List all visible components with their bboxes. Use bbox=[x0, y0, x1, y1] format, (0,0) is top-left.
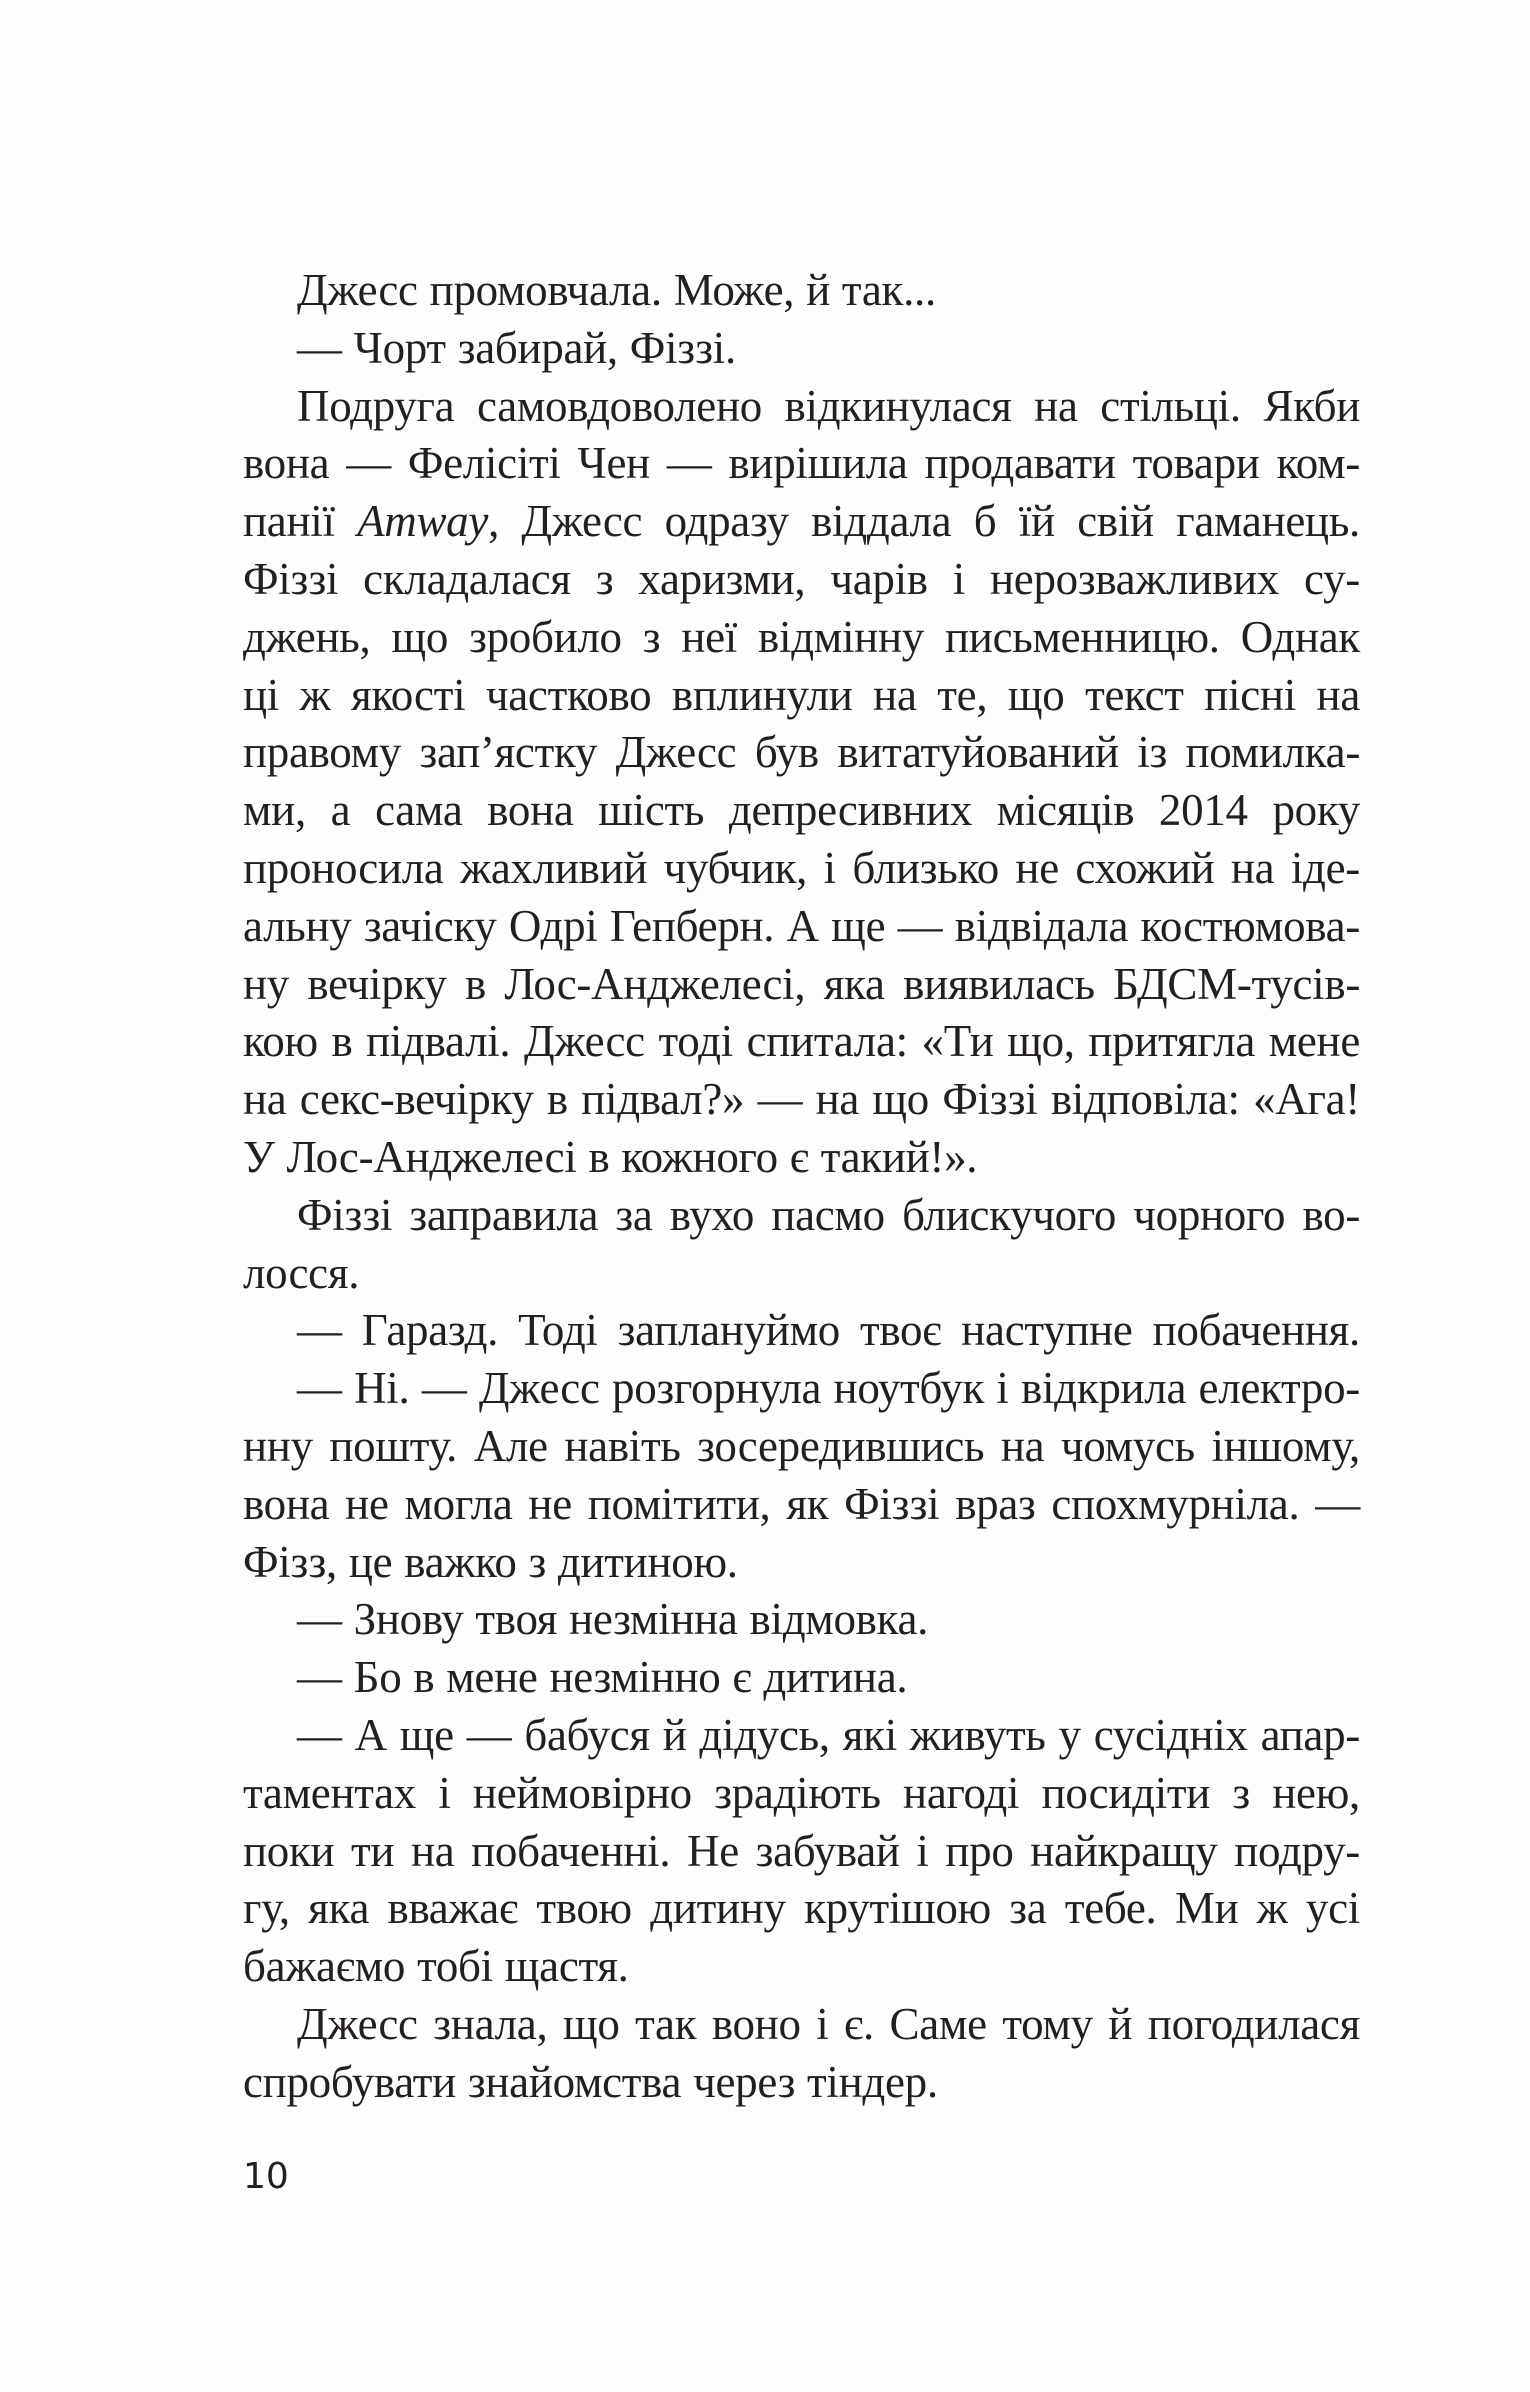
text-line: У Лос-Анджелесі в кожного є такий!». bbox=[243, 1131, 978, 1182]
text-line: Джесс промовчала. Може, й так... bbox=[297, 265, 936, 315]
text-line: спробувати знайомства через тіндер. bbox=[243, 2056, 938, 2107]
page-number: 10 bbox=[243, 2156, 289, 2197]
text-line: — Знову твоя незмінна відмовка. bbox=[297, 1594, 929, 1645]
text-line: — А ще — бабуся й дідусь, які живуть у сусідніх апар- bbox=[297, 1709, 1360, 1760]
text-line: Подруга самовдоволено відкинулася на стільці. Якби bbox=[297, 380, 1360, 431]
text-line: альну зачіску Одрі Гепберн. А ще — відвідала костюмова- bbox=[243, 900, 1360, 951]
text-line: ми, а сама вона шість депресивних місяців 2014 року bbox=[243, 785, 1360, 836]
text-line: на секс-вечірку в підвал?» — на що Фіззі відповіла: «Ага! bbox=[243, 1074, 1360, 1125]
text-fragment: , Джесс одразу віддала б їй свій гаманець. bbox=[488, 496, 1361, 547]
text-line bbox=[243, 493, 1360, 551]
text-line: лосся. bbox=[243, 1247, 360, 1298]
text-line: вона не могла не помітити, як Фіззі враз спохмурніла. — bbox=[243, 1478, 1360, 1529]
text-line: Фіззі складалася з харизми, чарів і нерозважливих су- bbox=[243, 553, 1360, 604]
text-fragment: панії bbox=[243, 496, 358, 547]
text-line: кою в підвалі. Джесс тоді спитала: «Ти що, притягла мене bbox=[243, 1016, 1360, 1067]
text-line: Фіззі заправила за вухо пасмо блискучого чорного во- bbox=[297, 1189, 1360, 1240]
page-body-text bbox=[243, 262, 1360, 2112]
text-line: Фізз, це важко з дитиною. bbox=[243, 1536, 738, 1587]
text-line: — Ні. — Джесс розгорнула ноутбук і відкрила електро- bbox=[297, 1363, 1360, 1414]
brand-name-italic: Amway bbox=[357, 496, 489, 547]
text-line: ці ж якості частково вплинули на те, що текст пісні на bbox=[243, 669, 1360, 720]
text-line: Джесс знала, що так воно і є. Саме тому й погодилася bbox=[297, 1998, 1360, 2049]
text-line: правому зап’ястку Джесс був витатуйований із помилка- bbox=[243, 727, 1360, 778]
text-line: таментах і неймовірно зрадіють нагоді посидіти з нею, bbox=[243, 1767, 1360, 1818]
text-line: — Бо в мене незмінно є дитина. bbox=[297, 1652, 908, 1703]
text-line: гу, яка вважає твою дитину крутішою за тебе. Ми ж усі bbox=[243, 1883, 1360, 1934]
text-line: поки ти на побаченні. Не забувай і про найкращу подру- bbox=[243, 1825, 1360, 1876]
text-line: нну пошту. Але навіть зосередившись на чомусь іншому, bbox=[243, 1420, 1360, 1471]
text-line: джень, що зробило з неї відмінну письменницю. Однак bbox=[243, 611, 1360, 662]
text-line: ну вечірку в Лос-Анджелесі, яка виявилась БДСМ-тусів- bbox=[243, 958, 1360, 1009]
text-line: — Гаразд. Тоді заплануймо твоє наступне побачення. bbox=[297, 1305, 1360, 1356]
text-line: бажаємо тобі щастя. bbox=[243, 1941, 629, 1992]
text-line: проносила жахливий чубчик, і близько не схожий на іде- bbox=[243, 842, 1360, 893]
text-line: вона — Феліcіті Чен — вирішила продавати товари ком- bbox=[243, 438, 1360, 489]
text-line: — Чорт забирай, Фіззі. bbox=[297, 322, 736, 373]
